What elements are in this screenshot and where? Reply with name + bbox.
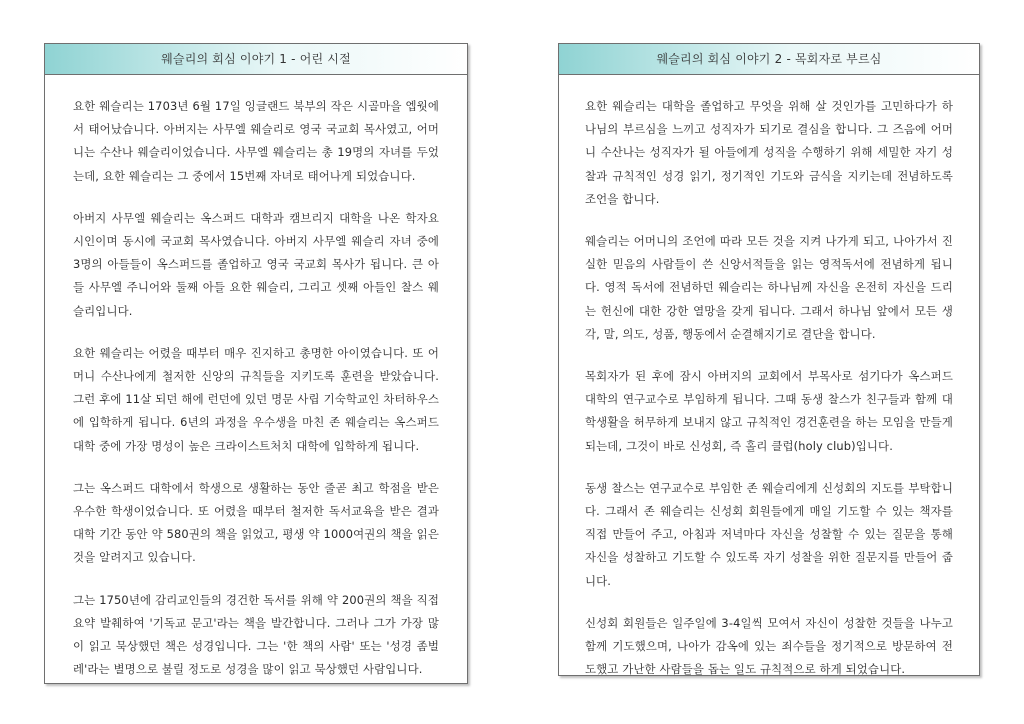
paragraph: 목회자가 된 후에 잠시 아버지의 교회에서 부목사로 섬기다가 옥스퍼드 대학의 연구교수로 부임하게 됩니다. 그때 동생 찰스가 친구들과 함께 대학생활을 허무하게 보내지 않고 규칙적인 경건훈련을 하는 모임을 만들게 되는데, 그것이 바로 신성회, 즉 홀리 클럽(holy club)입니다. bbox=[585, 369, 953, 453]
paragraph: 요한 웨슬리는 대학을 졸업하고 무엇을 위해 살 것인가를 고민하다가 하나님의 부르심을 느끼고 성직자가 되기로 결심을 합니다. 그 즈음에 어머니 수산나는 성직자가 될 아들에게 성직을 수행하기 위해 세밀한 자기 성찰과 규칙적인 성경 읽기, 정기적인 기도와 금식을 지키는데 전념하도록 조언을 합니다. bbox=[585, 99, 953, 206]
right-page-title: 웨슬리의 회심 이야기 2 - 목회자로 부르심 bbox=[559, 44, 979, 75]
left-page-panel bbox=[44, 43, 468, 684]
paragraph: 동생 찰스는 연구교수로 부임한 존 웨슬리에게 신성회의 지도를 부탁합니다. 그래서 존 웨슬리는 신성회 회원들에게 매일 기도할 수 있는 책자를 직접 만들어 주고, 아침과 저녁마다 자신을 성찰할 수 있는 질문을 통해 자신을 성찰하고 기도할 수 있도록 자기 성찰을 위한 질문지를 만들어 줍니다. bbox=[585, 480, 953, 588]
left-page-body bbox=[45, 75, 467, 681]
paragraph: 신성회 회원들은 일주일에 3-4일씩 모여서 자신이 성찰한 것들을 나누고 함께 기도했으며, 나아가 감옥에 있는 죄수들을 정기적으로 방문하여 전도했고 가난한 사람들을 돕는 일도 규칙적으로 하게 되었습니다. bbox=[585, 615, 953, 677]
right-page-body bbox=[559, 75, 979, 681]
paragraph: 웨슬리는 어머니의 조언에 따라 모든 것을 지켜 나가게 되고, 나아가서 진실한 믿음의 사람들이 쓴 신앙서적들을 읽는 영적독서에 전념하게 됩니다. 영적 독서에 전념하던 웨슬리는 하나님께 자신을 온전히 자신을 드리는 헌신에 대한 강한 열망을 갖게 됩니다. 그래서 하나님 앞에서 모든 생각, 말, 의도, 성품, 행동에서 순결해지기로 결단을 합니다. bbox=[585, 234, 953, 341]
paragraph: 요한 웨슬리는 어렸을 때부터 매우 진지하고 총명한 아이였습니다. 또 어머니 수산나에게 철저한 신앙의 규칙들을 지키도록 훈련을 받았습니다. 그런 후에 11살 되던 해에 런던에 있던 명문 사립 기숙학교인 차터하우스에 입학하게 됩니다. 6년의 과정을 우수생을 마친 존 웨슬리는 옥스퍼드 대학 중에 가장 명성이 높은 크라이스트처치 대학에 입학하게 됩니다. bbox=[73, 345, 439, 453]
paragraph: 요한 웨슬리는 1703년 6월 17일 잉글랜드 북부의 작은 시골마을 엡웟에서 태어났습니다. 아버지는 사무엘 웨슬리로 영국 국교회 목사였고, 어머니는 수산나 웨슬리이었습니다. 사무엘 웨슬리는 총 19명의 자녀를 두었는데, 요한 웨슬리는 그 중에서 15번째 자녀로 태어나게 되었습니다. bbox=[73, 99, 439, 183]
paragraph: 그는 옥스퍼드 대학에서 학생으로 생활하는 동안 줄곧 최고 학점을 받은 우수한 학생이었습니다. 또 어렸을 때부터 철저한 독서교육을 받은 결과 대학 기간 동안 약 580권의 책을 읽었고, 평생 약 1000여권의 책을 읽은 것을 알려지고 있습니다. bbox=[73, 480, 439, 565]
left-page-title: 웨슬리의 회심 이야기 1 - 어린 시절 bbox=[45, 44, 467, 75]
paragraph: 그는 1750년에 감리교인들의 경건한 독서를 위해 약 200권의 책을 직접 요약 발췌하여 '기독교 문고'라는 책을 발간합니다. 그러나 그가 가장 많이 읽고 묵상했던 책은 성경입니다. 그는 '한 책의 사람' 또는 '성경 좀벌레'라는 별명으로 불릴 정도로 성경을 많이 읽고 묵상했던 사람입니다. bbox=[73, 592, 439, 677]
paragraph: 아버지 사무엘 웨슬리는 옥스퍼드 대학과 캠브리지 대학을 나온 학자요 시인이며 동시에 국교회 목사였습니다. 아버지 사무엘 웨슬리 자녀 중에 3명의 아들들이 옥스퍼드를 졸업하고 영국 국교회 목사가 됩니다. 큰 아들 사무엘 주니어와 둘째 아들 요한 웨슬리, 그리고 셋째 아들인 찰스 웨슬리입니다. bbox=[73, 210, 439, 318]
right-page-panel bbox=[558, 43, 980, 676]
